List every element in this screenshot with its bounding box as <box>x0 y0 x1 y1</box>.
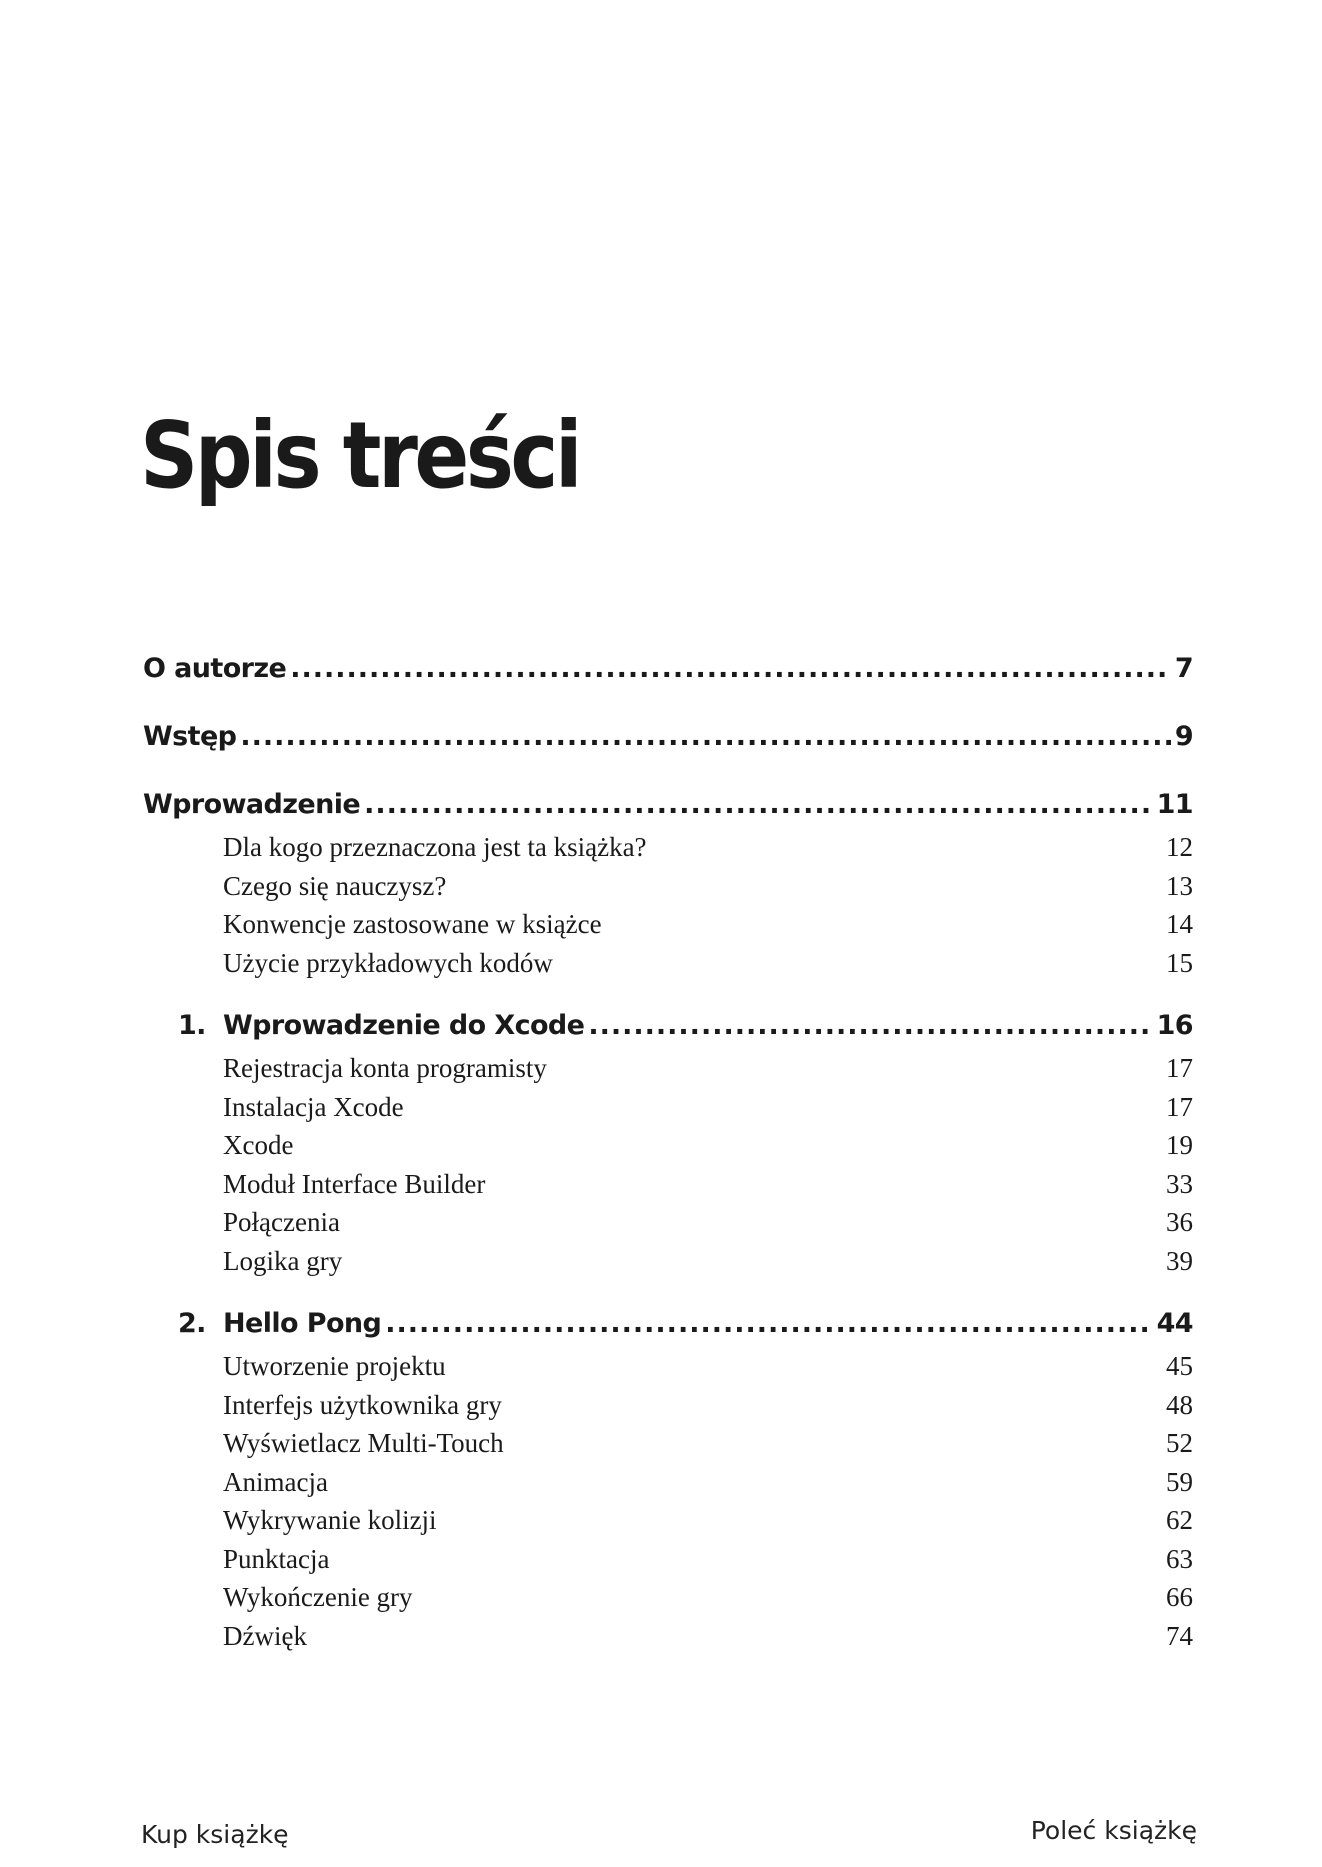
toc-subentry-label: Interfejs użytkownika gry <box>223 1389 502 1420</box>
toc-subentry-label: Dla kogo przeznaczona jest ta książka? <box>223 832 647 862</box>
toc-subentry[interactable] <box>143 871 1193 910</box>
toc-entry-wprowadzenie[interactable] <box>143 789 1193 832</box>
toc-entry-label: Hello Pong <box>223 1308 382 1339</box>
toc-chapter-1[interactable] <box>143 1010 1193 1053</box>
toc-subentry[interactable] <box>143 1467 1193 1506</box>
toc-page-number: 7 <box>1174 653 1193 684</box>
toc-subentry-label: Wyświetlacz Multi-Touch <box>223 1428 504 1458</box>
dot-leader <box>588 1010 1152 1041</box>
toc-subentry[interactable] <box>143 1053 1193 1092</box>
toc-subentry[interactable] <box>143 832 1193 871</box>
toc-subentry-label: Instalacja Xcode <box>223 1091 404 1122</box>
toc-entry-wstep[interactable] <box>143 721 1193 764</box>
toc-subentry[interactable] <box>143 1544 1193 1583</box>
toc-page-number: 74 <box>1166 1620 1193 1651</box>
toc-subentry-label: Konwencje zastosowane w książce <box>223 909 602 939</box>
toc-page-number: 39 <box>1166 1245 1193 1276</box>
toc-page-number: 11 <box>1156 789 1193 820</box>
toc-subentry[interactable] <box>143 1390 1193 1429</box>
chapter-number: 1. <box>178 1010 206 1041</box>
toc-page-number: 45 <box>1166 1351 1193 1381</box>
toc-subentry[interactable] <box>143 1130 1193 1169</box>
toc-page-number: 59 <box>1166 1466 1193 1497</box>
toc-page-number: 36 <box>1166 1207 1193 1237</box>
dot-leader <box>240 721 1170 752</box>
toc-subentry[interactable] <box>143 1351 1193 1390</box>
toc-subentry[interactable] <box>143 1246 1193 1285</box>
toc-subentry-label: Rejestracja konta programisty <box>223 1053 547 1083</box>
toc-page-number: 66 <box>1166 1582 1193 1612</box>
toc-page-number: 44 <box>1156 1308 1193 1339</box>
toc-entry-label: Wprowadzenie do Xcode <box>223 1010 585 1041</box>
toc-page-number: 63 <box>1166 1543 1193 1574</box>
toc-subentry[interactable] <box>143 909 1193 948</box>
toc-subentry-label: Utworzenie projektu <box>223 1351 446 1381</box>
toc-page-number: 13 <box>1166 870 1193 901</box>
toc-page-number: 9 <box>1174 721 1193 752</box>
toc-subentry[interactable] <box>143 1582 1193 1621</box>
toc-subentry-label: Animacja <box>223 1466 328 1497</box>
recommend-book-link[interactable]: Poleć książkę <box>1030 1816 1197 1845</box>
toc-subentry[interactable] <box>143 1428 1193 1467</box>
toc-subentry-label: Użycie przykładowych kodów <box>223 947 553 978</box>
toc-page-number: 17 <box>1166 1053 1193 1083</box>
toc-page-number: 52 <box>1166 1428 1193 1458</box>
toc-subentry-label: Logika gry <box>223 1245 343 1276</box>
toc-subentry-label: Punktacja <box>223 1543 330 1574</box>
toc-subentry[interactable] <box>143 1505 1193 1544</box>
toc-entry-label: O autorze <box>143 653 287 684</box>
toc-subentry-label: Dźwięk <box>223 1620 307 1651</box>
toc-subentry-label: Xcode <box>223 1130 294 1160</box>
toc-subentry-label: Moduł Interface Builder <box>223 1168 486 1199</box>
toc-page-number: 15 <box>1166 947 1193 978</box>
dot-leader <box>385 1308 1152 1339</box>
toc-page-number: 33 <box>1166 1168 1193 1199</box>
toc-entry-label: Wprowadzenie <box>143 789 361 820</box>
toc-entry-o-autorze[interactable] <box>143 653 1193 696</box>
toc-page-number: 14 <box>1166 909 1193 939</box>
toc-chapter-2[interactable] <box>143 1308 1193 1351</box>
toc-subentry[interactable] <box>143 1092 1193 1131</box>
toc-page-number: 62 <box>1166 1505 1193 1535</box>
page-title: Spis treści <box>140 402 580 509</box>
table-of-contents <box>143 653 1193 1659</box>
dot-leader <box>364 789 1153 820</box>
toc-subentry-label: Połączenia <box>223 1207 340 1237</box>
toc-entry-label: Wstęp <box>143 721 237 752</box>
dot-leader <box>290 653 1171 684</box>
toc-subentry[interactable] <box>143 1621 1193 1660</box>
buy-book-link[interactable]: Kup książkę <box>141 1820 289 1849</box>
toc-page-number: 17 <box>1166 1091 1193 1122</box>
toc-subentry[interactable] <box>143 948 1193 987</box>
toc-subentry-label: Wykończenie gry <box>223 1582 413 1612</box>
toc-page-number: 16 <box>1156 1010 1193 1041</box>
toc-page-number: 48 <box>1166 1389 1193 1420</box>
toc-subentry-label: Wykrywanie kolizji <box>223 1505 437 1535</box>
toc-subentry-label: Czego się nauczysz? <box>223 870 447 901</box>
toc-subentry[interactable] <box>143 1169 1193 1208</box>
toc-page-number: 12 <box>1166 832 1193 862</box>
toc-page-number: 19 <box>1166 1130 1193 1160</box>
chapter-number: 2. <box>178 1308 206 1339</box>
toc-subentry[interactable] <box>143 1207 1193 1246</box>
